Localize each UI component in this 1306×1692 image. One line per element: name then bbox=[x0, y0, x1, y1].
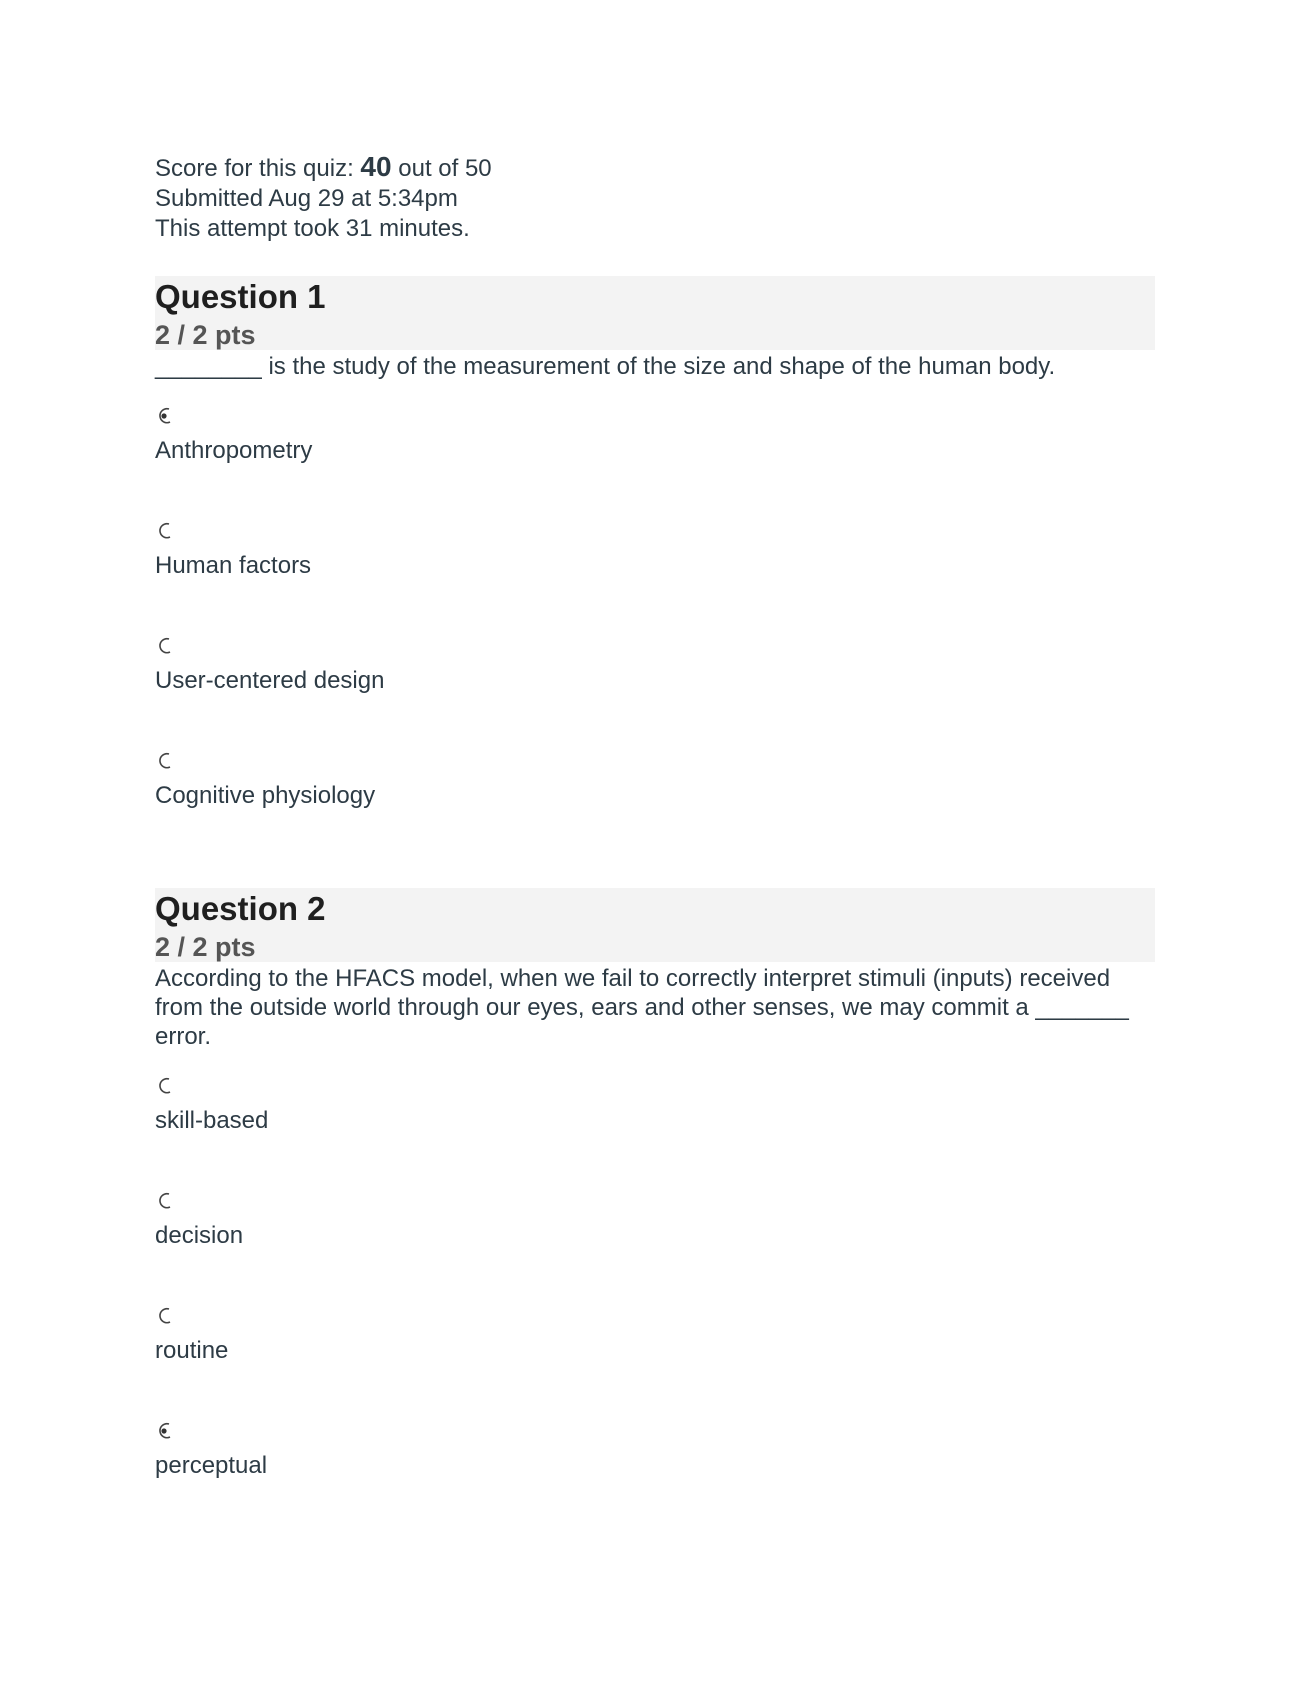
question-header bbox=[155, 888, 1155, 962]
question-text: According to the HFACS model, when we fail to correctly interpret stimuli (inputs) received from the outside world through our eyes, ears and other senses, we may commit a _______ error. bbox=[155, 965, 1129, 1050]
radio-unselected-icon[interactable] bbox=[156, 1075, 174, 1097]
radio-unselected-icon[interactable] bbox=[156, 1190, 174, 1212]
question-points: 2 / 2 pts bbox=[155, 932, 256, 962]
answer-label: Anthropometry bbox=[155, 437, 313, 464]
answer-label: Cognitive physiology bbox=[155, 782, 376, 809]
quiz-summary bbox=[155, 152, 492, 244]
score-line: Score for this quiz: 40 out of 50 bbox=[155, 151, 492, 182]
answer-option[interactable] bbox=[155, 399, 1155, 514]
submitted-time: Submitted Aug 29 at 5:34pm bbox=[155, 185, 458, 212]
radio-unselected-icon[interactable] bbox=[156, 635, 174, 657]
answer-label: routine bbox=[155, 1337, 229, 1364]
question-title: Question 1 bbox=[155, 278, 326, 315]
answer-option[interactable] bbox=[155, 1414, 1155, 1529]
answer-option[interactable] bbox=[155, 1299, 1155, 1414]
answer-option[interactable] bbox=[155, 514, 1155, 629]
radio-selected-icon[interactable] bbox=[156, 405, 174, 427]
attempt-duration: This attempt took 31 minutes. bbox=[155, 215, 470, 242]
answer-label: perceptual bbox=[155, 1452, 268, 1479]
answer-option[interactable] bbox=[155, 744, 1155, 859]
radio-unselected-icon[interactable] bbox=[156, 750, 174, 772]
question-2 bbox=[155, 888, 1155, 1529]
answer-label: Human factors bbox=[155, 552, 312, 579]
answer-list bbox=[155, 399, 1155, 859]
question-text: ________ is the study of the measurement of the size and shape of the human body. bbox=[155, 353, 1056, 380]
answer-label: User-centered design bbox=[155, 667, 385, 694]
radio-unselected-icon[interactable] bbox=[156, 520, 174, 542]
question-header bbox=[155, 276, 1155, 350]
answer-option[interactable] bbox=[155, 1184, 1155, 1299]
radio-unselected-icon[interactable] bbox=[156, 1305, 174, 1327]
question-points: 2 / 2 pts bbox=[155, 320, 256, 350]
question-title: Question 2 bbox=[155, 890, 326, 927]
answer-label: skill-based bbox=[155, 1107, 269, 1134]
question-1 bbox=[155, 276, 1155, 859]
answer-option[interactable] bbox=[155, 1069, 1155, 1184]
score-value: 40 bbox=[360, 151, 392, 182]
answer-option[interactable] bbox=[155, 629, 1155, 744]
answer-list bbox=[155, 1069, 1155, 1529]
radio-selected-icon[interactable] bbox=[156, 1420, 174, 1442]
answer-label: decision bbox=[155, 1222, 244, 1249]
